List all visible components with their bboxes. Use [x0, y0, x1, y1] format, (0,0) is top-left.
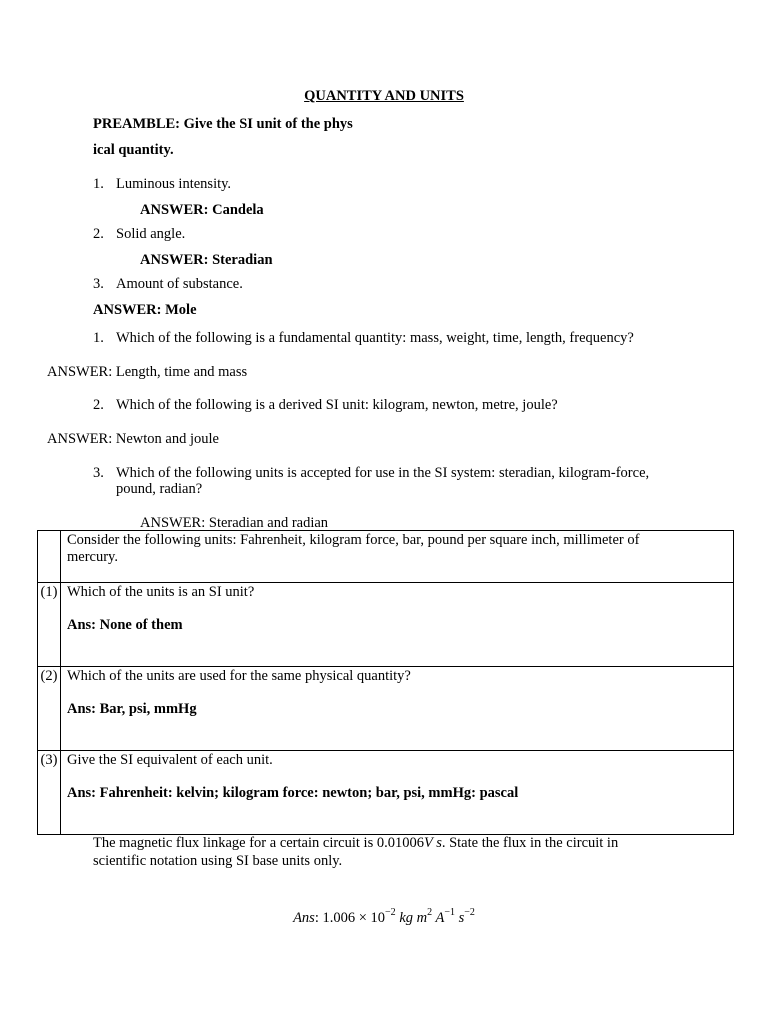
row-content [61, 667, 734, 751]
row-number: (3) [38, 751, 61, 835]
row-number: (2) [38, 667, 61, 751]
row-content [61, 751, 734, 835]
row-answer: Ans: Fahrenheit: kelvin; kilogram force: newton; bar, psi, mmHg: pascal [67, 785, 519, 801]
ans-label: Ans [293, 910, 315, 926]
ans-second: s [454, 910, 465, 926]
table-header-line-1: Consider the following units: Fahrenheit, kilogram force, bar, pound per square inch, millimeter of [67, 532, 640, 548]
flux-text-pre: The magnetic flux linkage for a certain circuit is 0.01006 [93, 835, 424, 851]
question-number: 2. [93, 226, 104, 242]
preamble-line-1: PREAMBLE: Give the SI unit of the phys [93, 116, 353, 132]
si-answer-3: ANSWER: Mole [93, 302, 197, 318]
table-row [38, 667, 734, 751]
table-header-cell [61, 531, 734, 583]
si-question-2 [93, 226, 185, 243]
flux-answer-formula [0, 907, 768, 927]
si-answer-1: ANSWER: Candela [140, 202, 264, 218]
question-text: Which of the following is a fundamental quantity: mass, weight, time, length, frequency? [116, 330, 634, 346]
flux-question-line-2: scientific notation using SI base units only. [93, 853, 343, 869]
table-header-row [38, 531, 734, 583]
ans-ampere: A [432, 910, 445, 926]
ans-exponent-2: 2 [427, 907, 433, 918]
question-text: Which of the following is a derived SI unit: kilogram, newton, metre, joule? [116, 397, 558, 413]
si-answer-2: ANSWER: Steradian [140, 252, 273, 268]
units-table [37, 530, 734, 835]
question-text: Which of the following units is accepted for use in the SI system: steradian, kilogram-force, [116, 465, 650, 481]
table-row [38, 583, 734, 667]
mc-answer-3: ANSWER: Steradian and radian [140, 515, 329, 531]
flux-unit: V s [423, 835, 442, 851]
page-title: QUANTITY AND UNITS [304, 88, 464, 104]
ans-kg-m: kg m [395, 910, 428, 926]
flux-text-post: . State the flux in the circuit in [441, 835, 619, 851]
mc-answer-2: ANSWER: Newton and joule [47, 431, 219, 447]
table-header-line-2: mercury. [67, 549, 118, 565]
row-question: Which of the units are used for the same physical quantity? [67, 668, 411, 684]
table-row [38, 751, 734, 835]
row-content [61, 583, 734, 667]
preamble-line-2: ical quantity. [93, 142, 174, 158]
row-number: (1) [38, 583, 61, 667]
row-question: Give the SI equivalent of each unit. [67, 752, 273, 768]
mc-question-3 [93, 465, 649, 482]
question-number: 2. [93, 397, 104, 413]
question-text: Luminous intensity. [116, 176, 232, 192]
question-number: 3. [93, 465, 104, 481]
ans-exponent-4: −2 [464, 907, 475, 918]
ans-exponent-3: −1 [444, 907, 455, 918]
question-text: Amount of substance. [116, 276, 243, 292]
mc-question-2 [93, 397, 558, 414]
row-answer: Ans: Bar, psi, mmHg [67, 701, 197, 717]
ans-value: : 1.006 × 10 [314, 910, 386, 926]
mc-question-3-cont: pound, radian? [116, 481, 203, 497]
si-question-3 [93, 276, 243, 293]
question-number: 3. [93, 276, 104, 292]
si-question-1 [93, 176, 231, 193]
flux-question-line-1 [93, 835, 618, 852]
question-number: 1. [93, 330, 104, 346]
table-cell-empty [38, 531, 61, 583]
row-question: Which of the units is an SI unit? [67, 584, 255, 600]
row-answer: Ans: None of them [67, 617, 183, 633]
mc-answer-1: ANSWER: Length, time and mass [47, 364, 248, 380]
question-number: 1. [93, 176, 104, 192]
mc-question-1 [93, 330, 634, 347]
question-text: Solid angle. [116, 226, 186, 242]
ans-exponent-1: −2 [385, 907, 396, 918]
